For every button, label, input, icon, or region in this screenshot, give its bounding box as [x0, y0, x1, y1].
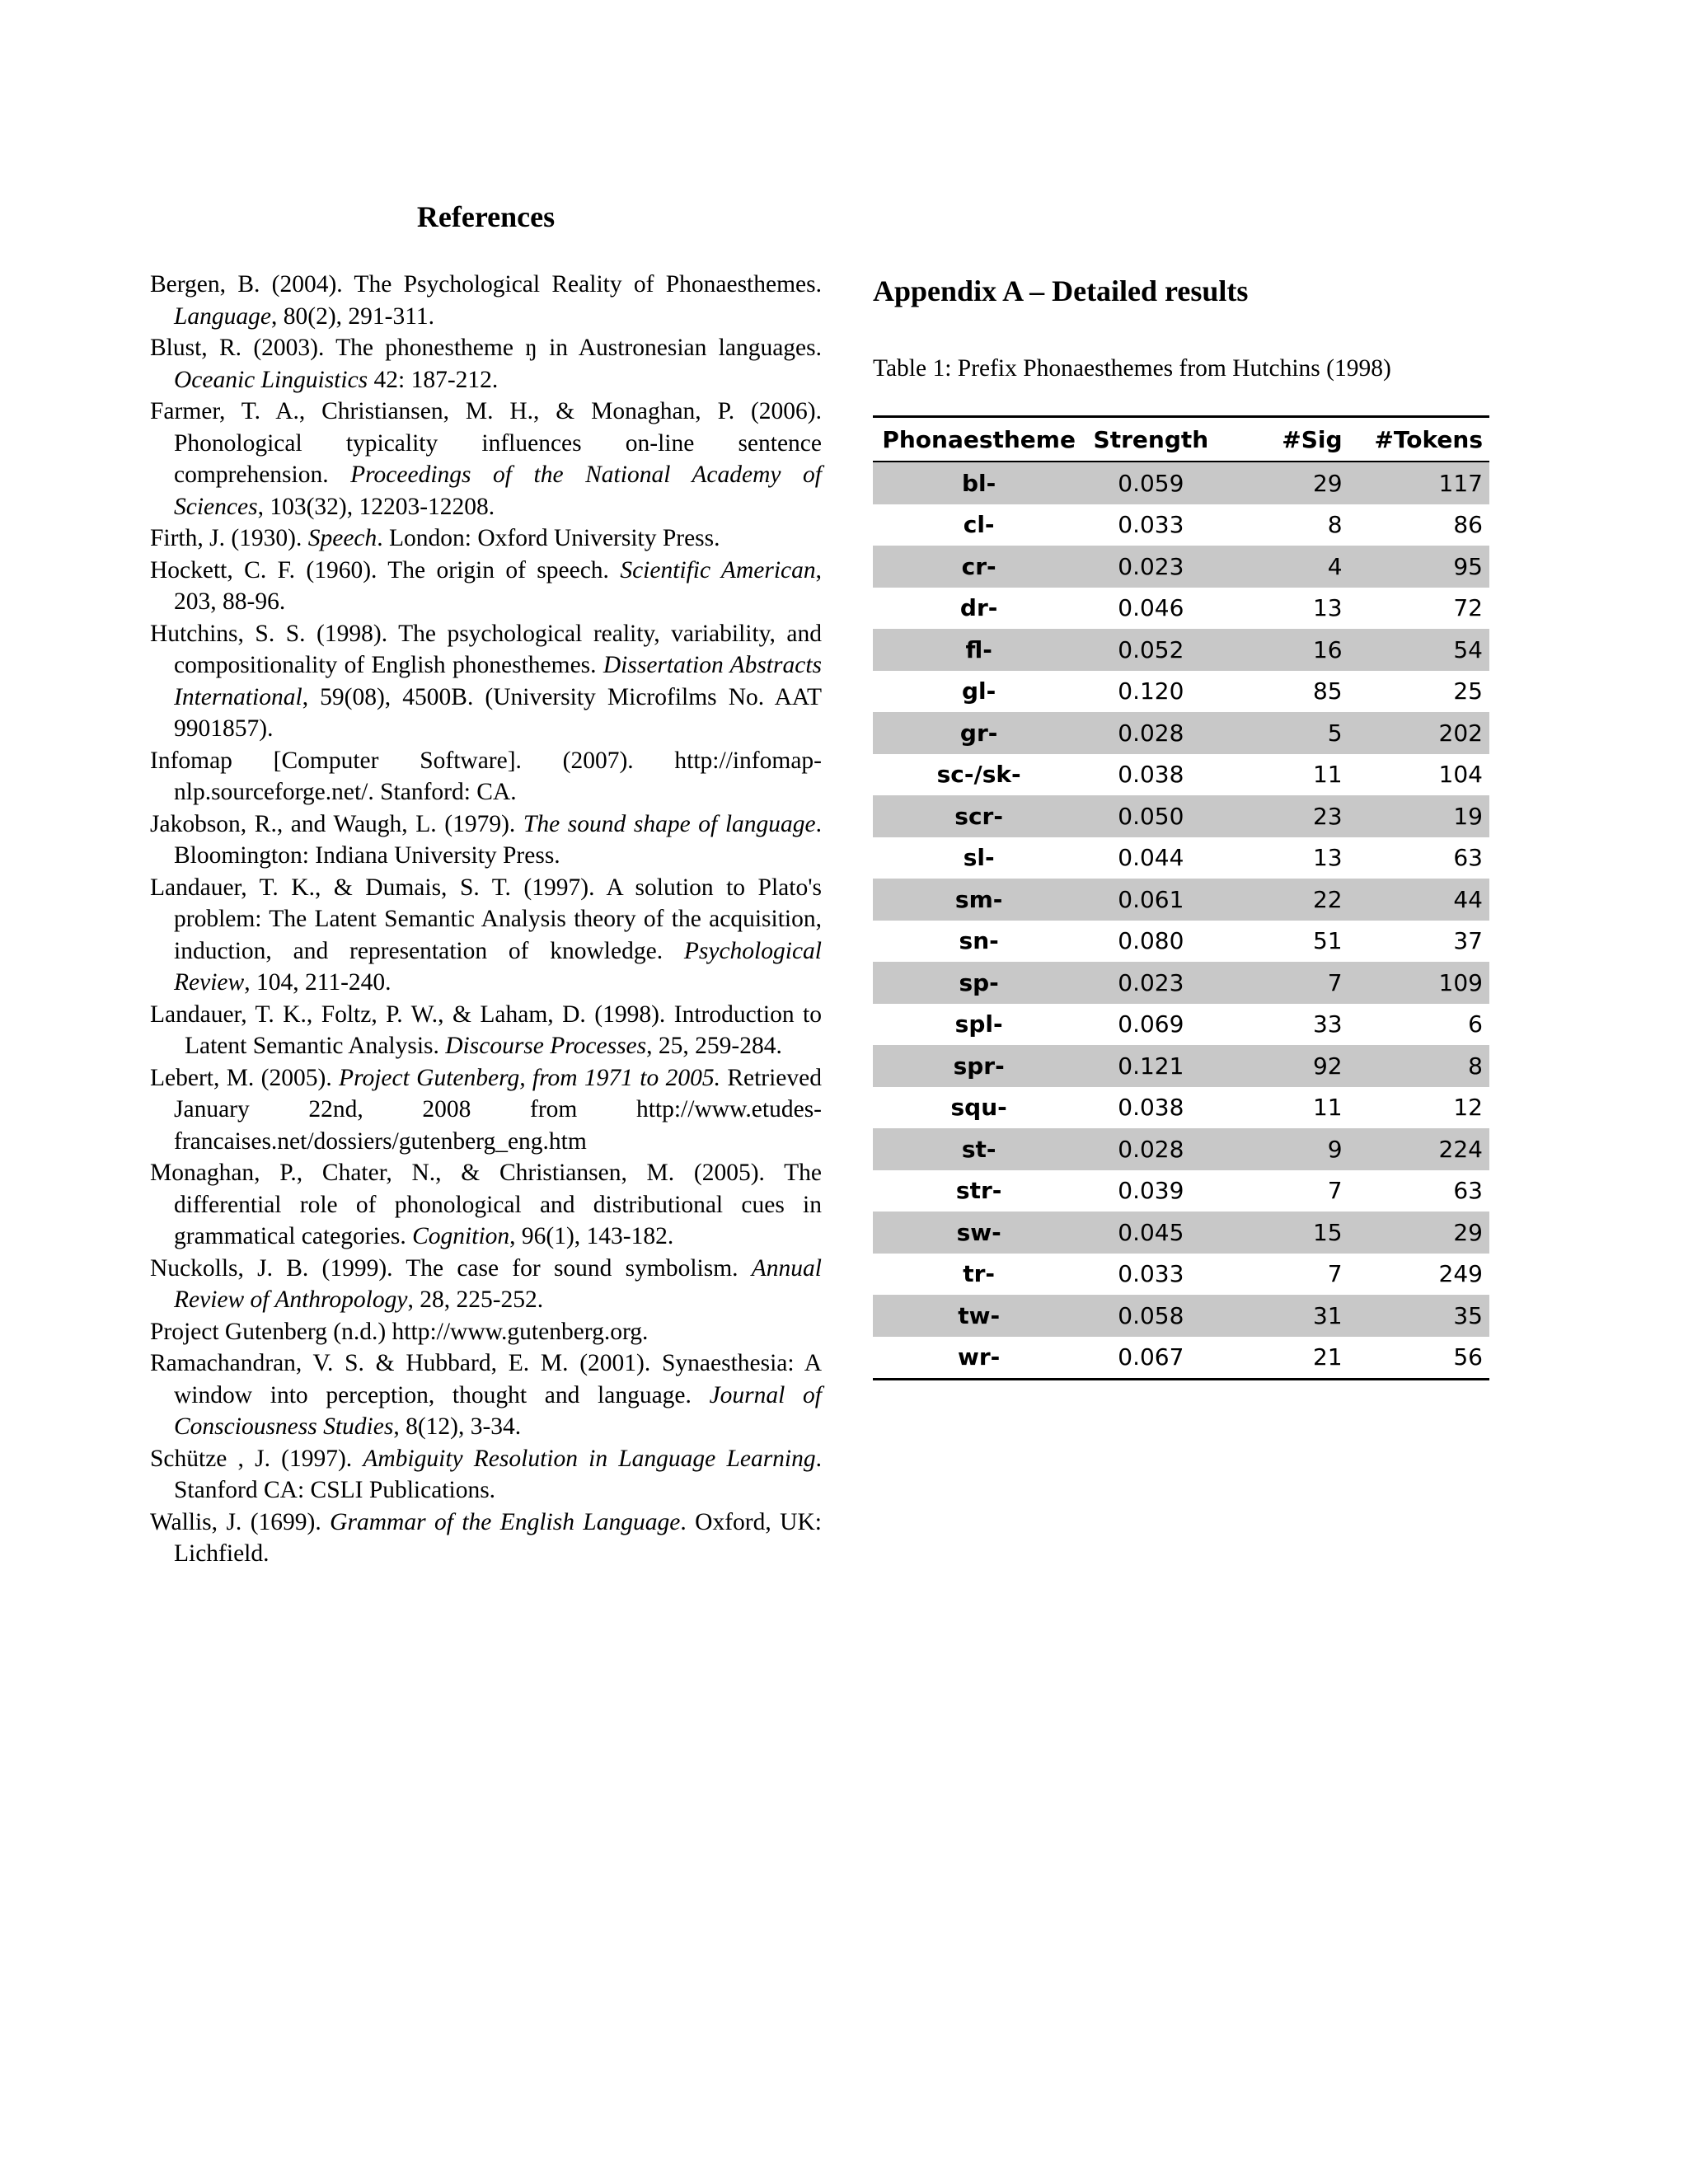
cell-phonaestheme: sw-: [873, 1212, 1085, 1254]
reference-text: 42: 187-212.: [368, 366, 499, 393]
header-strength: Strength: [1085, 417, 1217, 462]
reference-text: Project Gutenberg (n.d.) http://www.gutenberg.org.: [150, 1318, 649, 1345]
table-row: [873, 1212, 1489, 1254]
cell-strength: 0.038: [1118, 1094, 1184, 1122]
reference-text: Farmer, T. A., Christiansen, M. H., & Monaghan, P. (2006). Phonological typicality influences on-line sentence comprehension.: [150, 398, 822, 488]
table-row: [873, 671, 1489, 713]
cell-tokens: 29: [1349, 1212, 1489, 1254]
cell-sig: 7: [1327, 1260, 1343, 1288]
table-row: [873, 546, 1489, 588]
reference-text: Infomap [Computer Software]. (2007). http://infomap-nlp.sourceforge.net/. Stanford: CA.: [150, 747, 822, 805]
cell-phonaestheme: wr-: [958, 1343, 1001, 1371]
cell-tokens: 35: [1349, 1295, 1489, 1337]
cell-strength: 0.038: [1118, 761, 1184, 789]
reference-entry: [150, 269, 822, 332]
reference-text: . Oxford, UK: Lichfield.: [174, 1508, 822, 1567]
cell-phonaestheme: fl-: [873, 629, 1085, 671]
reference-text: Schütze , J. (1997).: [150, 1445, 363, 1472]
cell-sig: 21: [1312, 1343, 1343, 1371]
table-row: [873, 1128, 1489, 1170]
cell-strength: 0.121: [1085, 1045, 1217, 1087]
cell-sig: 7: [1327, 1177, 1343, 1205]
reference-text: , 103(32), 12203-12208.: [257, 493, 495, 520]
cell-phonaestheme: scr-: [873, 795, 1085, 837]
table-row: [873, 1087, 1489, 1129]
reference-italic-text: Grammar of the English Language: [330, 1508, 681, 1535]
table-row: [873, 1337, 1489, 1380]
cell-sig: 31: [1217, 1295, 1348, 1337]
cell-tokens: 25: [1453, 677, 1483, 705]
reference-entry: [150, 523, 822, 555]
table-row: [873, 754, 1489, 796]
reference-entry: [150, 1062, 822, 1158]
reference-text: , 28, 225-252.: [407, 1286, 544, 1313]
cell-tokens: 63: [1453, 1177, 1483, 1205]
reference-text: Wallis, J. (1699).: [150, 1508, 331, 1535]
cell-phonaestheme: bl-: [873, 462, 1085, 504]
cell-phonaestheme: gr-: [873, 712, 1085, 754]
reference-italic-text: Language: [174, 302, 271, 330]
cell-tokens: 37: [1453, 927, 1483, 955]
cell-strength: 0.033: [1118, 511, 1184, 539]
cell-tokens: 117: [1349, 462, 1489, 504]
phonaestheme-table: [873, 415, 1489, 1380]
reference-italic-text: The sound shape of language: [523, 810, 816, 837]
cell-strength: 0.023: [1085, 546, 1217, 588]
reference-entry: [150, 555, 822, 618]
cell-tokens: 249: [1438, 1260, 1483, 1288]
table-row: [873, 962, 1489, 1004]
cell-phonaestheme: sn-: [959, 927, 999, 955]
cell-phonaestheme: sc-/sk-: [936, 761, 1021, 789]
reference-text: , 203, 88-96.: [174, 556, 822, 615]
reference-text: Lebert, M. (2005).: [150, 1064, 340, 1091]
reference-text: . Stanford CA: CSLI Publications.: [174, 1445, 823, 1503]
cell-phonaestheme: st-: [873, 1128, 1085, 1170]
cell-strength: 0.058: [1085, 1295, 1217, 1337]
cell-sig: 11: [1312, 1094, 1343, 1122]
reference-text: Hockett, C. F. (1960). The origin of speech.: [150, 556, 621, 583]
cell-phonaestheme: squ-: [950, 1094, 1007, 1122]
cell-strength: 0.050: [1085, 795, 1217, 837]
reference-text: Landauer, T. K., & Dumais, S. T. (1997). A solution to Plato's problem: The Latent Semantic Analysis theory of the acquisition, induction, and representation of knowledge.: [150, 874, 822, 964]
table-row: [873, 1045, 1489, 1087]
reference-entry: [150, 332, 822, 396]
reference-italic-text: Journal of Consciousness Studies: [174, 1381, 823, 1440]
reference-text: Nuckolls, J. B. (1999). The case for sound symbolism.: [150, 1254, 752, 1282]
cell-phonaestheme: sm-: [873, 879, 1085, 921]
reference-entry: [150, 999, 822, 1062]
cell-sig: 11: [1312, 761, 1343, 789]
appendix-heading: Appendix A – Detailed results: [873, 274, 1249, 307]
reference-entry: [150, 618, 822, 745]
reference-entry: [150, 1316, 822, 1348]
references-column: [150, 198, 822, 1570]
reference-entry: [150, 1157, 822, 1253]
reference-text: Ramachandran, V. S. & Hubbard, E. M. (2001). Synaesthesia: A window into perception, thought and language.: [150, 1350, 822, 1408]
cell-phonaestheme: sl-: [963, 844, 995, 872]
reference-italic-text: Speech: [307, 525, 377, 551]
reference-italic-text: Scientific American: [620, 556, 816, 583]
cell-phonaestheme: tr-: [963, 1260, 996, 1288]
cell-strength: 0.028: [1085, 712, 1217, 754]
reference-text: , 59(08), 4500B. (University Microfilms No. AAT 9901857).: [174, 683, 822, 742]
cell-tokens: 6: [1468, 1010, 1483, 1038]
appendix-column: [873, 272, 1489, 1380]
cell-strength: 0.067: [1118, 1343, 1184, 1371]
cell-phonaestheme: cr-: [873, 546, 1085, 588]
reference-text: Blust, R. (2003). The phonestheme ŋ in Austronesian languages.: [150, 335, 822, 361]
table-row: [873, 588, 1489, 630]
cell-tokens: 86: [1453, 511, 1483, 539]
cell-strength: 0.069: [1118, 1010, 1184, 1038]
table-row: [873, 1004, 1489, 1046]
cell-strength: 0.045: [1085, 1212, 1217, 1254]
cell-sig: 7: [1217, 962, 1348, 1004]
cell-strength: 0.052: [1085, 629, 1217, 671]
cell-strength: 0.044: [1118, 844, 1184, 872]
cell-phonaestheme: sp-: [873, 962, 1085, 1004]
cell-strength: 0.023: [1085, 962, 1217, 1004]
table-row: [873, 504, 1489, 546]
reference-list: [150, 269, 822, 1570]
cell-sig: 16: [1217, 629, 1348, 671]
table-row: [873, 1295, 1489, 1337]
cell-tokens: 8: [1349, 1045, 1489, 1087]
cell-tokens: 109: [1349, 962, 1489, 1004]
reference-text: Monaghan, P., Chater, N., & Christiansen, M. (2005). The differential role of phonological and distributional cues in grammatical categories.: [150, 1160, 822, 1249]
cell-sig: 13: [1312, 844, 1343, 872]
cell-strength: 0.120: [1118, 677, 1184, 705]
table-row: [873, 1254, 1489, 1296]
table-row: [873, 921, 1489, 963]
cell-sig: 13: [1312, 594, 1343, 622]
reference-text: , 80(2), 291-311.: [271, 302, 435, 330]
cell-tokens: 202: [1349, 712, 1489, 754]
reference-text: , 104, 211-240.: [244, 969, 392, 996]
cell-sig: 92: [1217, 1045, 1348, 1087]
cell-strength: 0.061: [1085, 879, 1217, 921]
reference-italic-text: Annual Review of Anthropology: [174, 1254, 822, 1313]
reference-italic-text: Discourse Processes: [445, 1033, 647, 1059]
cell-tokens: 54: [1349, 629, 1489, 671]
table-row: [873, 629, 1489, 671]
cell-sig: 22: [1217, 879, 1348, 921]
reference-italic-text: Ambiguity Resolution in Language Learning: [363, 1445, 816, 1472]
cell-strength: 0.080: [1118, 927, 1184, 955]
cell-sig: 51: [1312, 927, 1343, 955]
reference-entry: [150, 745, 822, 808]
reference-text: . London: Oxford University Press.: [377, 525, 720, 551]
reference-italic-text: Cognition: [412, 1223, 510, 1249]
reference-text: , 8(12), 3-34.: [393, 1413, 522, 1440]
cell-sig: 29: [1217, 462, 1348, 504]
reference-text: Hutchins, S. S. (1998). The psychological reality, variability, and compositionality of English phonesthemes.: [150, 620, 822, 678]
reference-italic-text: Project Gutenberg, from 1971 to 2005.: [339, 1064, 720, 1091]
cell-sig: 33: [1312, 1010, 1343, 1038]
table-row: [873, 879, 1489, 921]
cell-tokens: 63: [1453, 844, 1483, 872]
cell-phonaestheme: spl-: [954, 1010, 1003, 1038]
cell-tokens: 19: [1349, 795, 1489, 837]
cell-sig: 15: [1217, 1212, 1348, 1254]
cell-tokens: 224: [1349, 1128, 1489, 1170]
cell-tokens: 72: [1453, 594, 1483, 622]
reference-text: Retrieved January 22nd, 2008 from http://www.etudes-francaises.net/dossiers/gutenberg_eng.htm: [174, 1064, 822, 1155]
cell-phonaestheme: tw-: [873, 1295, 1085, 1337]
table-header-row: [873, 417, 1489, 462]
table-body: [873, 462, 1489, 1380]
reference-entry: [150, 1507, 822, 1570]
cell-strength: 0.028: [1085, 1128, 1217, 1170]
cell-phonaestheme: dr-: [959, 594, 998, 622]
cell-strength: 0.033: [1118, 1260, 1184, 1288]
reference-entry: [150, 808, 822, 872]
reference-italic-text: Dissertation Abstracts International: [174, 652, 822, 710]
cell-tokens: 104: [1438, 761, 1483, 789]
references-heading: References: [416, 200, 556, 233]
cell-phonaestheme: spr-: [873, 1045, 1085, 1087]
reference-text: , 25, 259-284.: [646, 1033, 782, 1059]
cell-sig: 5: [1217, 712, 1348, 754]
cell-sig: 85: [1312, 677, 1343, 705]
table-row: [873, 1170, 1489, 1212]
table-row: [873, 837, 1489, 879]
cell-tokens: 44: [1349, 879, 1489, 921]
reference-entry: [150, 1443, 822, 1507]
cell-tokens: 95: [1349, 546, 1489, 588]
reference-entry: [150, 1347, 822, 1443]
cell-strength: 0.039: [1118, 1177, 1184, 1205]
cell-phonaestheme: cl-: [963, 511, 995, 539]
reference-text: Firth, J. (1930).: [150, 525, 308, 551]
reference-italic-text: Proceedings of the National Academy of Sciences: [174, 462, 822, 520]
header-phonaestheme: Phonaestheme: [873, 417, 1085, 462]
reference-text: Jakobson, R., and Waugh, L. (1979).: [150, 810, 523, 837]
header-sig: #Sig: [1217, 417, 1348, 462]
cell-sig: 23: [1217, 795, 1348, 837]
reference-text: Bergen, B. (2004). The Psychological Reality of Phonaesthemes.: [150, 271, 822, 298]
table-row: [873, 712, 1489, 754]
reference-text: Landauer, T. K., Foltz, P. W., & Laham, D. (1998). Introduction to Latent Semantic Analysis.: [150, 1001, 822, 1059]
reference-italic-text: Psychological Review: [174, 937, 822, 996]
cell-sig: 8: [1327, 511, 1343, 539]
cell-tokens: 12: [1453, 1094, 1483, 1122]
cell-phonaestheme: str-: [955, 1177, 1002, 1205]
reference-entry: [150, 396, 822, 523]
table-row: [873, 462, 1489, 504]
cell-strength: 0.046: [1118, 594, 1184, 622]
cell-phonaestheme: gl-: [962, 677, 996, 705]
cell-sig: 9: [1217, 1128, 1348, 1170]
table-caption: Table 1: Prefix Phonaesthemes from Hutchins (1998): [873, 355, 1391, 382]
cell-tokens: 56: [1453, 1343, 1483, 1371]
reference-entry: [150, 872, 822, 999]
reference-text: . Bloomington: Indiana University Press.: [174, 810, 822, 869]
table-row: [873, 795, 1489, 837]
reference-italic-text: Oceanic Linguistics: [174, 366, 368, 393]
cell-strength: 0.059: [1085, 462, 1217, 504]
header-tokens: #Tokens: [1349, 417, 1489, 462]
reference-text: , 96(1), 143-182.: [509, 1223, 674, 1249]
reference-entry: [150, 1253, 822, 1316]
cell-sig: 4: [1217, 546, 1348, 588]
